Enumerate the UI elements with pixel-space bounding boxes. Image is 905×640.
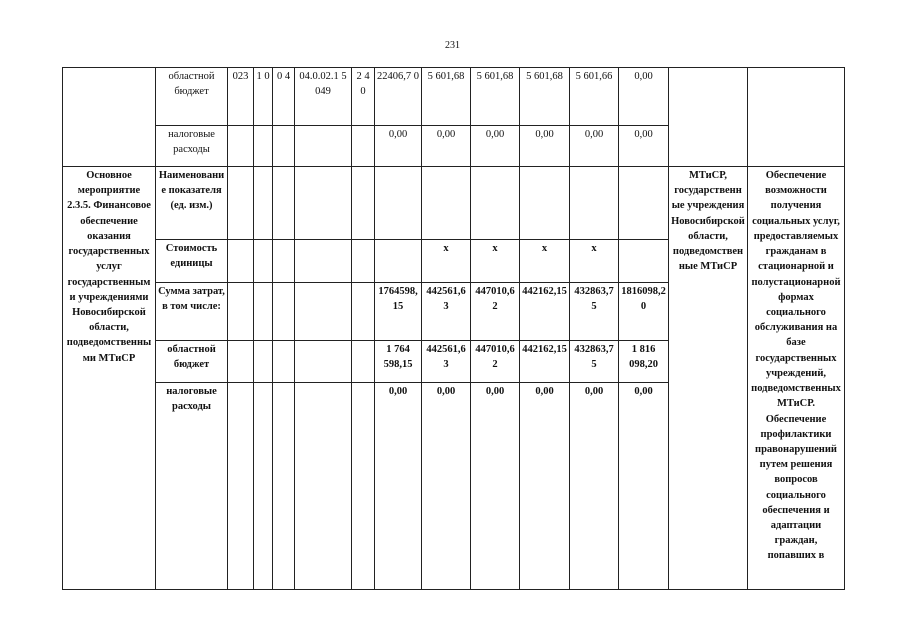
value-cell: 1764598,15 (375, 283, 422, 341)
value-cell: 1816098,20 (619, 283, 669, 341)
value-cell: 5 601,66 (570, 68, 619, 126)
code-cell: 0 4 (273, 68, 295, 126)
value-cell: 0,00 (471, 383, 520, 590)
budget-table (62, 67, 845, 590)
code-cell: 04.0.02.1 5049 (295, 68, 352, 126)
table-row (63, 68, 845, 126)
value-cell: 447010,62 (471, 283, 520, 341)
executor: МТиСР, государственные учреждения Новосибирской области, подведомственные МТиСР (669, 167, 748, 590)
executor-cell-prev (669, 68, 748, 167)
page-number: 231 (445, 40, 460, 51)
value-cell: 5 601,68 (422, 68, 471, 126)
value-cell: х (520, 240, 570, 283)
value-cell: 442162,15 (520, 341, 570, 383)
value-cell: 0,00 (570, 126, 619, 167)
expected-result: Обеспечение возможности получения социальных услуг, предоставляемых гражданам в стационарной и полустационарной формах социального обслуживания на базе государственных учреждений, подведомственных МТиСР. Обеспечение профилактики правонарушений путем решения вопросов социального обеспечения и адаптации граждан, попавших в (748, 167, 845, 590)
source-label: налоговые расходы (156, 126, 228, 167)
value-cell: 0,00 (570, 383, 619, 590)
source-label: областной бюджет (156, 341, 228, 383)
code-cell: 2 4 0 (352, 68, 375, 126)
value-cell: 0,00 (422, 383, 471, 590)
value-cell: 0,00 (375, 383, 422, 590)
source-label: областной бюджет (156, 68, 228, 126)
value-cell: 22406,7 0 (375, 68, 422, 126)
value-cell: 442561,63 (422, 283, 471, 341)
source-label: Сумма затрат, в том числе: (156, 283, 228, 341)
code-cell: 023 (228, 68, 254, 126)
value-cell: 1 764 598,15 (375, 341, 422, 383)
value-cell: 432863,75 (570, 283, 619, 341)
value-cell: х (570, 240, 619, 283)
source-label: налоговые расходы (156, 383, 228, 590)
value-cell: 0,00 (619, 68, 669, 126)
value-cell: 0,00 (375, 126, 422, 167)
value-cell: 0,00 (520, 126, 570, 167)
value-cell: 0,00 (619, 126, 669, 167)
value-cell: 5 601,68 (520, 68, 570, 126)
value-cell: 442162,15 (520, 283, 570, 341)
value-cell: 1 816 098,20 (619, 341, 669, 383)
value-cell: 432863,75 (570, 341, 619, 383)
value-cell: 442561,63 (422, 341, 471, 383)
source-label: Наименование показателя (ед. изм.) (156, 167, 228, 240)
value-cell: 5 601,68 (471, 68, 520, 126)
value-cell: 0,00 (471, 126, 520, 167)
value-cell: 0,00 (422, 126, 471, 167)
event-cell-prev (63, 68, 156, 167)
value-cell: х (471, 240, 520, 283)
value-cell: х (422, 240, 471, 283)
table-row (63, 167, 845, 240)
source-label: Стоимость единицы (156, 240, 228, 283)
result-cell-prev (748, 68, 845, 167)
value-cell: 447010,62 (471, 341, 520, 383)
value-cell: 0,00 (520, 383, 570, 590)
value-cell: 0,00 (619, 383, 669, 590)
code-cell: 1 0 (254, 68, 273, 126)
event-name: Основное мероприятие 2.3.5. Финансовое обеспечение оказания государственных услуг государственными учреждениями Новосибирской области, подведомственными МТиСР (63, 167, 156, 590)
